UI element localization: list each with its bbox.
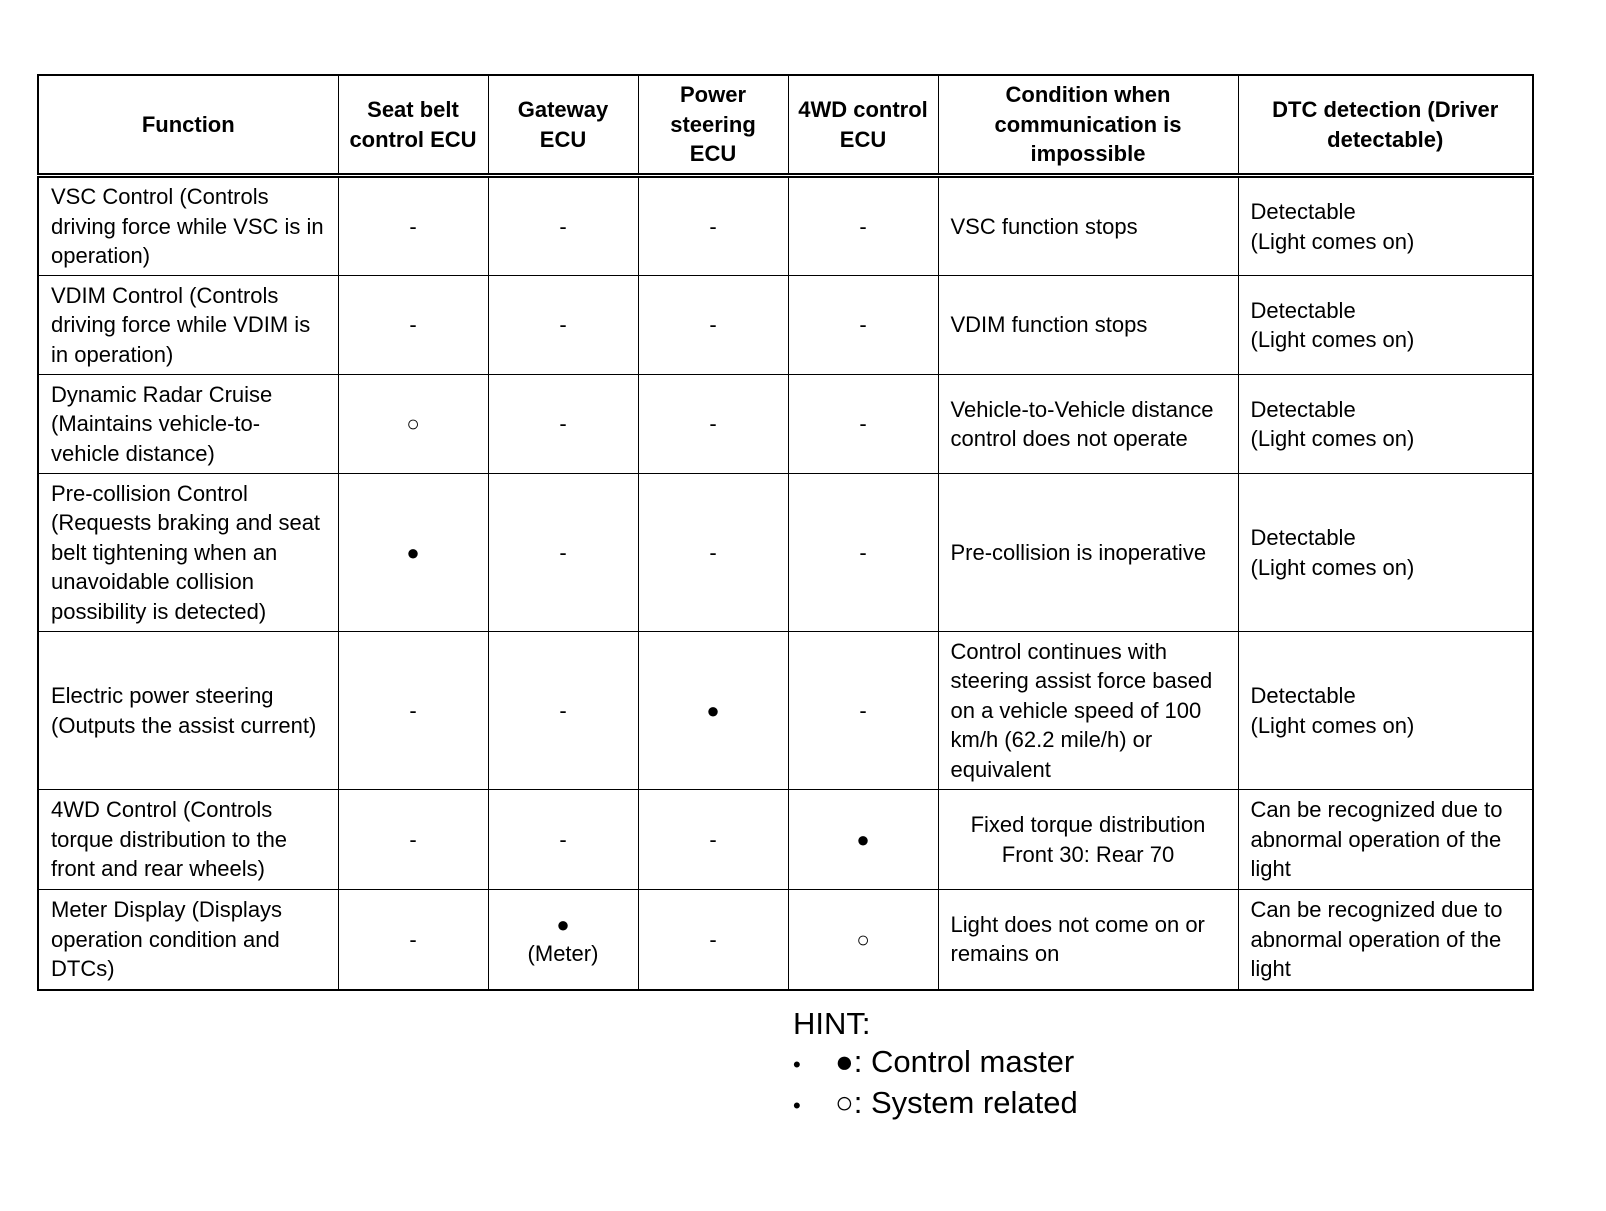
function-cell: Electric power steering (Outputs the assist current) xyxy=(38,632,338,790)
control-master-icon: ● xyxy=(406,539,420,565)
power-steering-cell: - xyxy=(638,176,788,276)
system-related-icon: ○ xyxy=(856,926,870,952)
table-row xyxy=(38,632,1533,790)
power-steering-cell xyxy=(638,632,788,790)
power-steering-cell: - xyxy=(638,276,788,375)
function-cell: Meter Display (Displays operation condition and DTCs) xyxy=(38,890,338,990)
fourwd-cell: - xyxy=(788,632,938,790)
power-steering-cell: - xyxy=(638,375,788,474)
dtc-line: Detectable xyxy=(1250,297,1356,323)
power-steering-cell: - xyxy=(638,474,788,632)
gateway-cell: - xyxy=(488,632,638,790)
table-row xyxy=(38,375,1533,474)
table-row xyxy=(38,176,1533,276)
dtc-line: (Light comes on) xyxy=(1250,228,1415,254)
dtc-line: Detectable xyxy=(1250,683,1356,708)
seat-belt-cell: - xyxy=(338,276,488,375)
table-row xyxy=(38,890,1533,990)
control-master-icon: ● xyxy=(835,1044,854,1079)
seat-belt-cell xyxy=(338,375,488,474)
condition-cell: VDIM function stops xyxy=(938,276,1238,375)
dtc-line: (Light comes on) xyxy=(1250,712,1415,738)
gateway-cell xyxy=(488,890,638,990)
dtc-cell xyxy=(1238,474,1533,632)
condition-cell: VSC function stops xyxy=(938,176,1238,276)
function-cell: VSC Control (Controls driving force while VSC is in operation) xyxy=(38,176,338,276)
hint-item xyxy=(793,1084,1078,1125)
dtc-line: (Light comes on) xyxy=(1250,426,1415,451)
dtc-line: Detectable xyxy=(1250,199,1356,224)
seat-belt-cell: - xyxy=(338,176,488,276)
header-gateway-ecu: Gateway ECU xyxy=(488,75,638,176)
control-master-icon: ● xyxy=(706,697,720,723)
gateway-cell: - xyxy=(488,474,638,632)
fourwd-cell xyxy=(788,790,938,890)
system-related-icon: ○ xyxy=(835,1085,854,1120)
header-row xyxy=(38,75,1533,176)
dtc-cell xyxy=(1238,375,1533,474)
gateway-cell: - xyxy=(488,176,638,276)
dtc-line: (Light comes on) xyxy=(1250,327,1415,352)
power-steering-cell: - xyxy=(638,790,788,890)
condition-cell: Vehicle-to-Vehicle distance control does not operate xyxy=(938,375,1238,474)
dtc-cell xyxy=(1238,632,1533,790)
header-power-steering-ecu: Power steering ECU xyxy=(638,75,788,176)
function-cell: Dynamic Radar Cruise (Maintains vehicle-to-vehicle distance) xyxy=(38,375,338,474)
gateway-cell: - xyxy=(488,375,638,474)
header-function: Function xyxy=(38,75,338,176)
seat-belt-cell: - xyxy=(338,632,488,790)
dtc-cell xyxy=(1238,176,1533,276)
dtc-line: Detectable xyxy=(1250,525,1356,550)
dtc-cell xyxy=(1238,890,1533,990)
condition-line: Fixed torque distribution xyxy=(970,812,1206,837)
header-seat-belt-ecu: Seat belt control ECU xyxy=(338,75,488,176)
condition-cell xyxy=(938,790,1238,890)
function-cell: VDIM Control (Controls driving force while VDIM is in operation) xyxy=(38,276,338,375)
condition-cell: Pre-collision is inoperative xyxy=(938,474,1238,632)
header-4wd-control-ecu: 4WD control ECU xyxy=(788,75,938,176)
dtc-line: Detectable xyxy=(1250,396,1356,422)
hint-item-text: : System related xyxy=(853,1085,1078,1120)
condition-cell: Control continues with steering assist force based on a vehicle speed of 100 km/h (62.2 mile/h) or equivalent xyxy=(938,632,1238,790)
hint-item xyxy=(793,1043,1078,1084)
dtc-cell xyxy=(1238,790,1533,890)
control-master-icon: ● xyxy=(856,826,870,852)
ecu-communication-table xyxy=(37,74,1534,991)
fourwd-cell: - xyxy=(788,375,938,474)
system-related-icon: ○ xyxy=(406,411,420,437)
function-cell: 4WD Control (Controls torque distribution to the front and rear wheels) xyxy=(38,790,338,890)
seat-belt-cell xyxy=(338,474,488,632)
bullet-icon: • xyxy=(793,1052,801,1077)
fourwd-cell: - xyxy=(788,474,938,632)
condition-line: Front 30: Rear 70 xyxy=(1001,841,1175,867)
control-master-icon: ● xyxy=(556,911,570,937)
dtc-cell xyxy=(1238,276,1533,375)
gateway-cell: - xyxy=(488,276,638,375)
bullet-icon: • xyxy=(793,1093,801,1118)
dtc-line: Can be recognized due to abnormal operation of the light xyxy=(1250,897,1503,981)
hint-legend xyxy=(793,1005,1078,1125)
seat-belt-cell: - xyxy=(338,890,488,990)
fourwd-cell: - xyxy=(788,176,938,276)
seat-belt-cell: - xyxy=(338,790,488,890)
function-cell: Pre-collision Control (Requests braking and seat belt tightening when an unavoidable collision possibility is detected) xyxy=(38,474,338,632)
header-condition: Condition when communication is impossible xyxy=(938,75,1238,176)
condition-cell: Light does not come on or remains on xyxy=(938,890,1238,990)
dtc-line: (Light comes on) xyxy=(1250,554,1415,580)
fourwd-cell xyxy=(788,890,938,990)
hint-item-text: : Control master xyxy=(853,1044,1075,1079)
fourwd-cell: - xyxy=(788,276,938,375)
table-row xyxy=(38,276,1533,375)
gateway-cell: - xyxy=(488,790,638,890)
header-dtc-detection: DTC detection (Driver detectable) xyxy=(1238,75,1533,176)
table-row xyxy=(38,790,1533,890)
table-row xyxy=(38,474,1533,632)
power-steering-cell: - xyxy=(638,890,788,990)
hint-title: HINT: xyxy=(793,1006,871,1041)
dtc-line: Can be recognized due to abnormal operation of the light xyxy=(1250,797,1503,882)
gateway-sub-label: (Meter) xyxy=(527,941,599,967)
